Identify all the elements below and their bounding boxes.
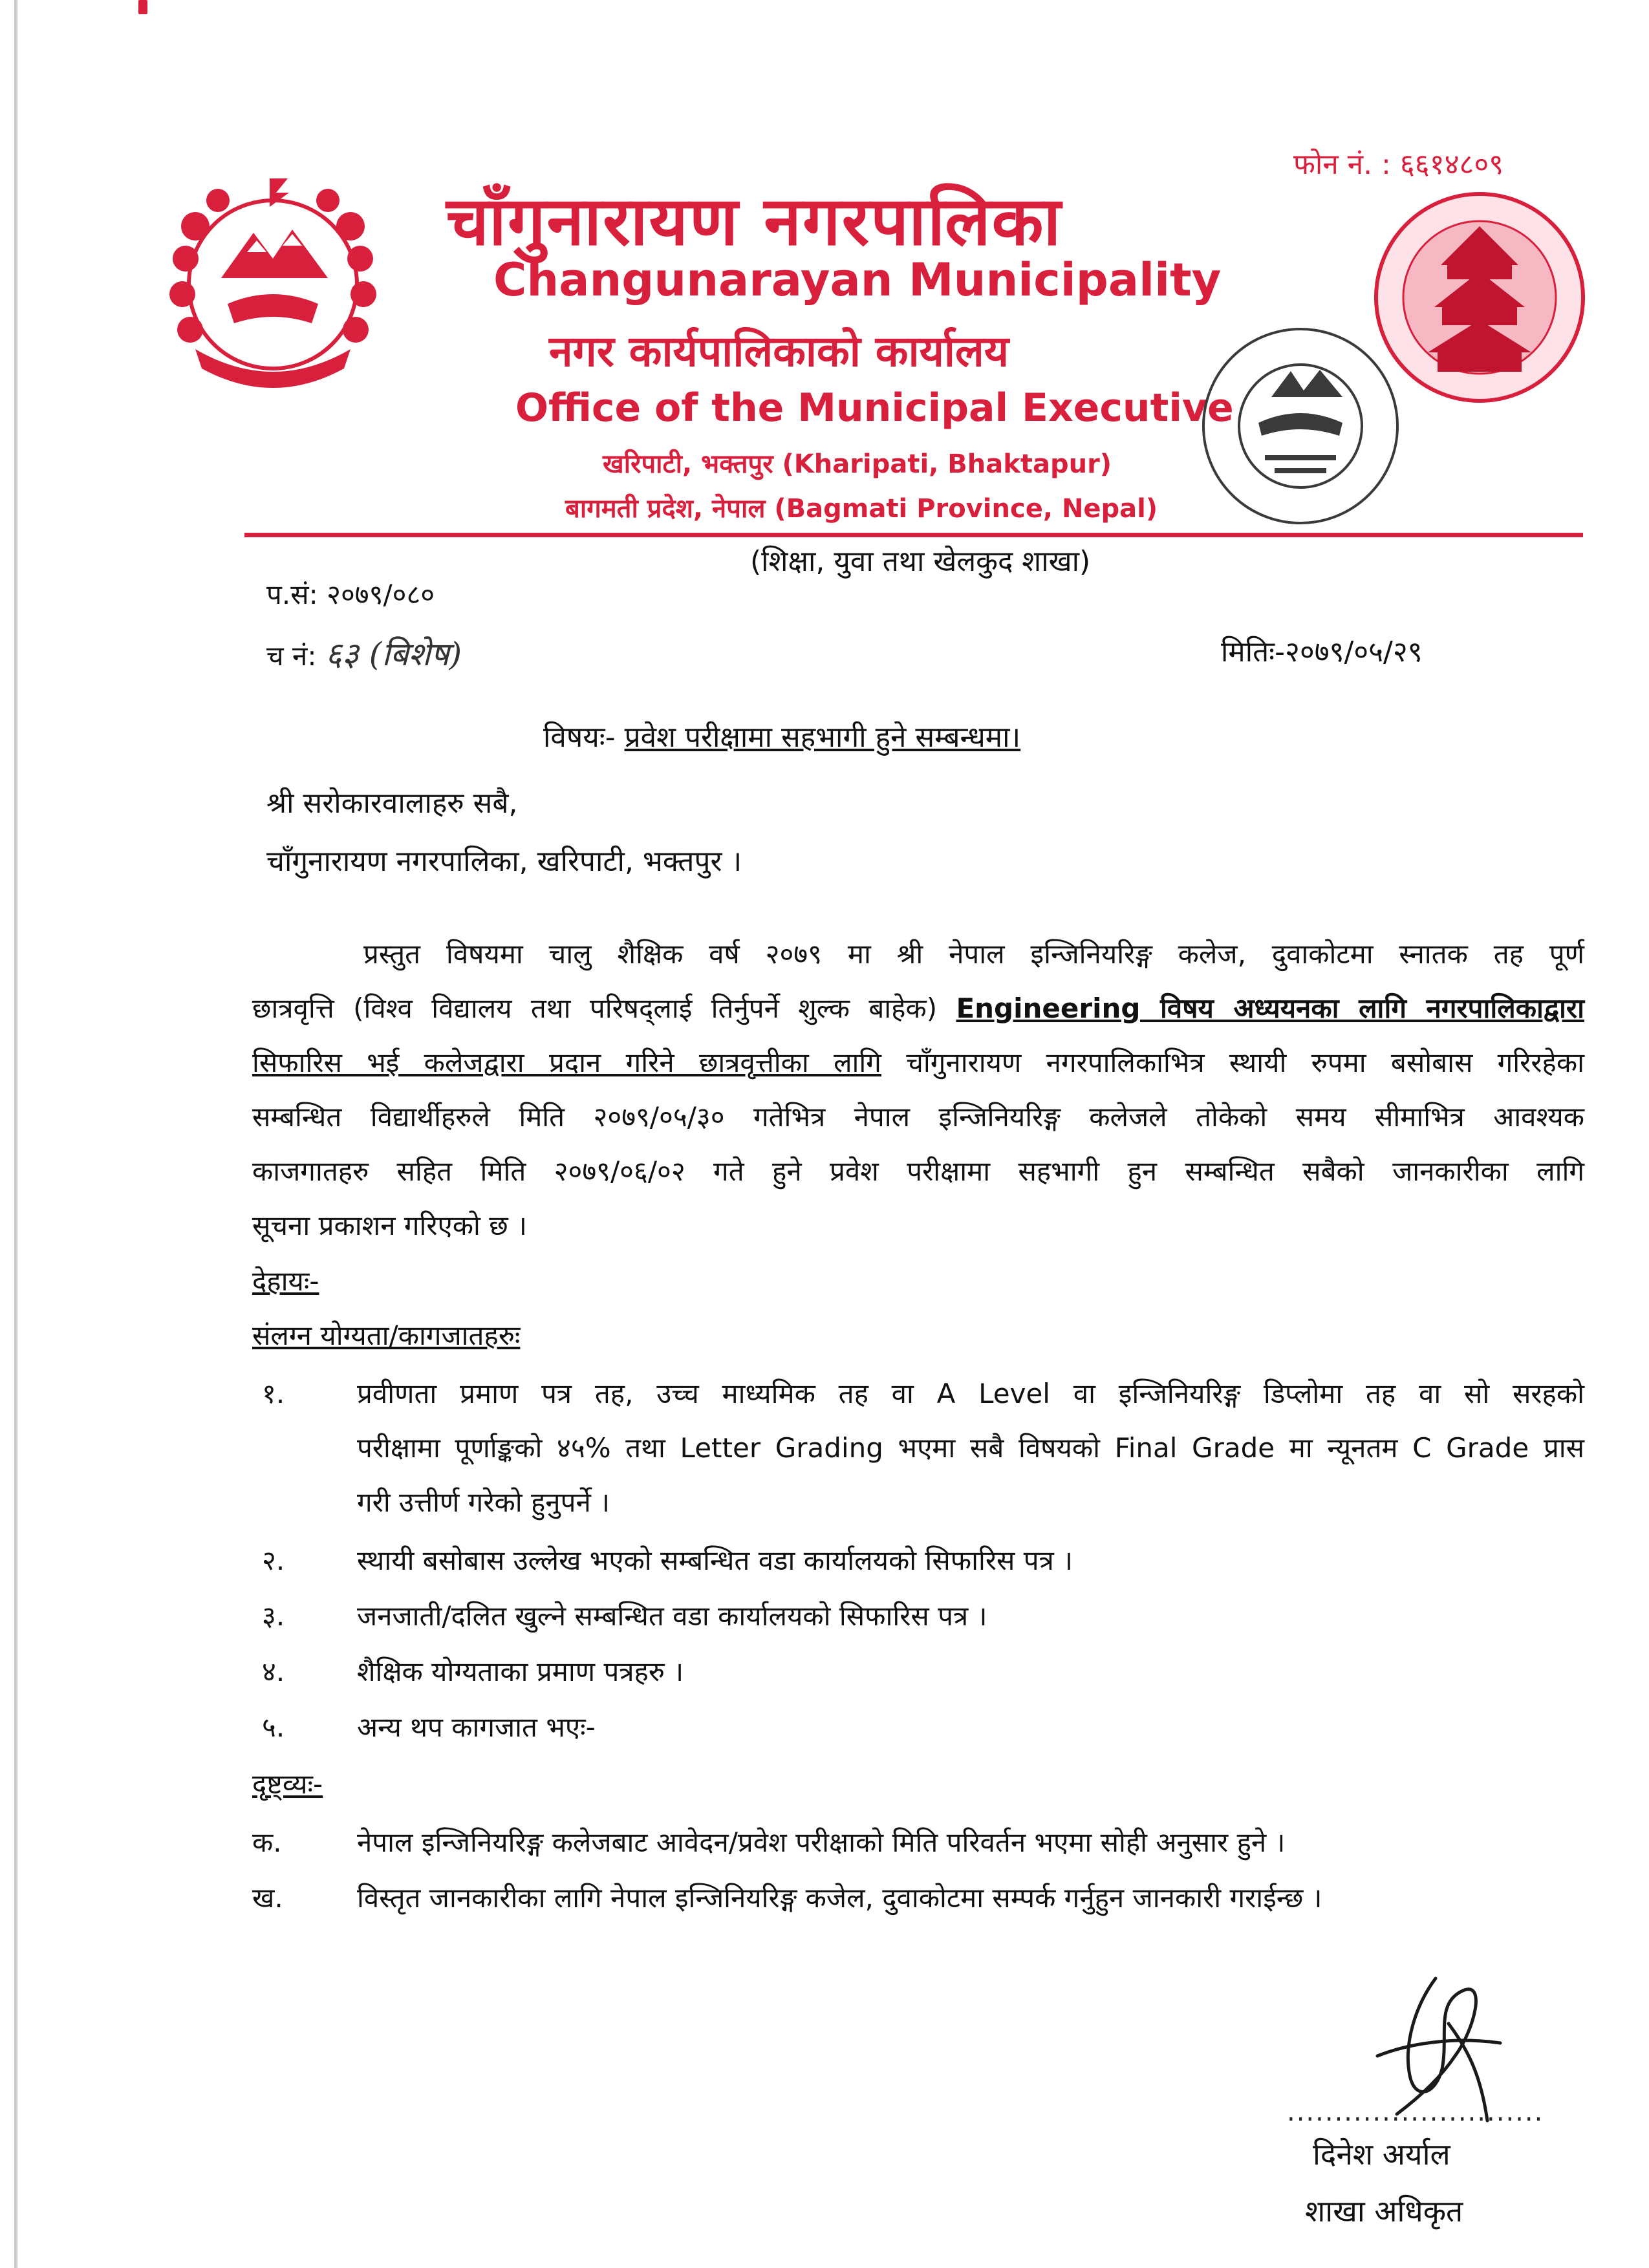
office-title-nepali: नगर कार्यपालिकाको कार्यालय [549, 326, 1009, 376]
dispatch-number [266, 631, 462, 675]
body-line-2a: छात्रवृत्ति (विश्व विद्यालय तथा परिषद्लाई तिर्नुपर्ने शुल्क बाहेक) [252, 992, 938, 1024]
municipality-title-nepali: चाँगुनारायण नगरपालिका [446, 182, 1062, 261]
body-line-4: सम्बन्धित विद्यार्थीहरुले मिति २०७९/०५/३० गतेभित्र नेपाल इन्जिनियरिङ्ग कलेजले तोकेको समय सीमाभित्र आवश्यक [252, 1101, 1584, 1133]
address-line-1: खरिपाटी, भक्तपुर (Kharipati, Bhaktapur) [603, 449, 1112, 479]
reference-value: २०७९/०८० [327, 579, 435, 610]
note-item-1: नेपाल इन्जिनियरिङ्ग कलेजबाट आवेदन/प्रवेश परीक्षाको मिति परिवर्तन भएमा सोही अनुसार हुने । [357, 1826, 1286, 1858]
section-name: (शिक्षा, युवा तथा खेलकुद शाखा) [750, 545, 1091, 578]
body-line-3a: सिफारिस भई कलेजद्वारा प्रदान गरिने छात्रवृत्तीका लागि [252, 1047, 881, 1078]
dispatch-value: ६३ (बिशेष) [325, 636, 462, 673]
recipient-line-2: चाँगुनारायण नगरपालिका, खरिपाटी, भक्तपुर । [266, 845, 742, 878]
attachment-number: ५. [262, 1711, 285, 1743]
dehay-heading: देहायः- [252, 1265, 319, 1297]
subject-text: प्रवेश परीक्षामा सहभागी हुने सम्बन्धमा। [624, 721, 1021, 754]
recipient-line-1: श्री सरोकारवालाहरु सबै, [266, 787, 518, 820]
top-mark [138, 0, 147, 14]
attachment-item-5: अन्य थप कागजात भएः- [357, 1711, 596, 1743]
attachment-item-1-line-3: गरी उत्तीर्ण गरेको हुनुपर्ने । [357, 1486, 610, 1518]
body-line-2 [252, 989, 1584, 1026]
signatory-title: शाखा अधिकृत [1305, 2194, 1463, 2229]
body-line-3b: चाँगुनारायण नगरपालिकाभित्र स्थायी रुपमा बसोबास गरिरहेका [906, 1047, 1584, 1078]
phone-number: फोन नं. : ६६१४८०९ [1293, 148, 1504, 181]
address-line-2: बागमती प्रदेश, नेपाल (Bagmati Province, Nepal) [565, 494, 1158, 524]
subject-line [543, 716, 1020, 755]
attachments-heading: संलग्न योग्यता/कागजातहरुः [252, 1320, 521, 1351]
signature-dotted-line: ........................... [1287, 2097, 1544, 2127]
body-line-5: काजगातहरु सहित मिति २०७९/०६/०२ गते हुने प्रवेश परीक्षामा सहभागी हुन सम्बन्धित सबैको जानकारीका लागि [252, 1155, 1584, 1187]
page-edge [14, 0, 17, 2268]
body-line-1: प्रस्तुत विषयमा चालु शैक्षिक वर्ष २०७९ मा श्री नेपाल इन्जिनियरिङ्ग कलेज, दुवाकोटमा स्नातक तह पूर्ण [363, 938, 1584, 970]
signatory-name: दिनेश अर्याल [1313, 2137, 1450, 2172]
municipality-title-english: Changunarayan Municipality [493, 253, 1222, 306]
letterhead-divider [244, 533, 1583, 537]
nepal-emblem-icon [150, 155, 396, 401]
attachment-number: २. [262, 1545, 285, 1576]
reference-label: प.सं: [266, 579, 318, 610]
reference-number [266, 575, 435, 612]
attachment-item-2: स्थायी बसोबास उल्लेख भएको सम्बन्धित वडा कार्यालयको सिफारिस पत्र । [357, 1545, 1073, 1576]
note-item-2: विस्तृत जानकारीका लागि नेपाल इन्जिनियरिङ्ग कजेल, दुवाकोटमा सम्पर्क गर्नुहुन जानकारी गराईन्छ । [357, 1882, 1322, 1914]
notes-heading: दृष्ट्व्यः- [252, 1768, 323, 1800]
dispatch-label: च नं: [266, 640, 317, 672]
attachment-item-1-line-1: प्रवीणता प्रमाण पत्र तह, उच्च माध्यमिक तह वा A Level वा इन्जिनियरिङ्ग डिप्लोमा तह वा सो सरहको [357, 1378, 1584, 1409]
body-line-3 [252, 1043, 1584, 1080]
body-line-6: सूचना प्रकाशन गरिएको छ । [252, 1210, 527, 1241]
office-stamp-icon [1194, 319, 1407, 533]
body-line-2b: Engineering विषय अध्ययनका लागि नगरपालिकाद्वारा [956, 992, 1584, 1024]
note-number: ख. [252, 1882, 283, 1914]
attachment-number: ३. [262, 1600, 285, 1632]
attachment-item-1-line-2: परीक्षामा पूर्णाङ्कको ४५% तथा Letter Grading भएमा सबै विषयको Final Grade मा न्यूनतम C Grade प्रास [357, 1432, 1584, 1464]
attachment-number: ४. [262, 1656, 285, 1687]
subject-label: विषयः- [543, 721, 616, 754]
letter-date: मितिः-२०७९/०५/२९ [1221, 636, 1423, 669]
attachment-item-3: जनजाती/दलित खुल्ने सम्बन्धित वडा कार्यालयको सिफारिस पत्र । [357, 1600, 987, 1632]
attachment-item-4: शैक्षिक योग्यताका प्रमाण पत्रहरु । [357, 1656, 684, 1687]
attachment-number: १. [262, 1378, 285, 1409]
note-number: क. [252, 1826, 282, 1858]
office-title-english: Office of the Municipal Executive [515, 385, 1234, 431]
